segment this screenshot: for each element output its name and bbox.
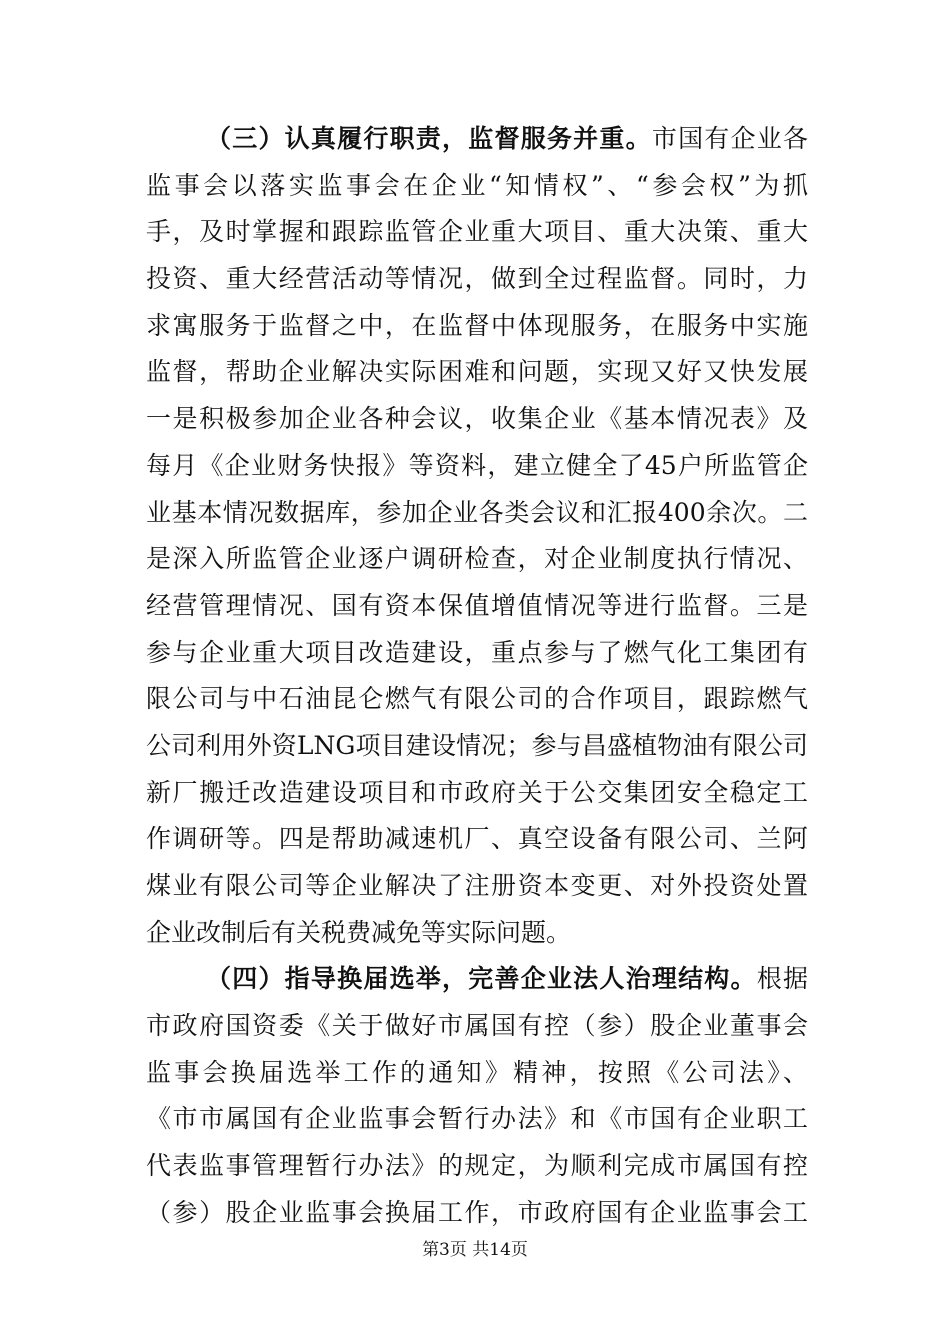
paragraph-1-line: 投资、重大经营活动等情况，做到全过程监督。同时，力 xyxy=(146,264,808,294)
paragraph-1-line-1 xyxy=(146,116,808,163)
paragraph-2-line: （参）股企业监事会换届工作，市政府国有企业监事会工 xyxy=(146,1197,808,1227)
paragraph-2-line: 监事会换届选举工作的通知》精神，按照《公司法》、 xyxy=(146,1057,808,1087)
paragraph-1-text: 市国有企业各 xyxy=(651,124,808,153)
paragraph-2-line: 市政府国资委《关于做好市属国有控（参）股企业董事会 xyxy=(146,1011,808,1041)
paragraph-1-line: 手，及时掌握和跟踪监管企业重大项目、重大决策、重大 xyxy=(146,217,808,247)
document-body xyxy=(146,116,808,1237)
paragraph-1-line: 企业改制后有关税费减免等实际问题。 xyxy=(146,917,572,947)
paragraph-1-line: 监事会以落实监事会在企业“知情权”、“参会权”为抓 xyxy=(146,170,808,200)
paragraph-1-line: 作调研等。四是帮助减速机厂、真空设备有限公司、兰阿 xyxy=(146,824,808,854)
paragraph-1-line: 新厂搬迁改造建设项目和市政府关于公交集团安全稳定工 xyxy=(146,777,808,807)
paragraph-1-line: 是深入所监管企业逐户调研检查，对企业制度执行情况、 xyxy=(146,544,808,574)
paragraph-2-heading: （四）指导换届选举，完善企业法人治理结构。 xyxy=(206,964,757,994)
paragraph-1-line: 参与企业重大项目改造建设，重点参与了燃气化工集团有 xyxy=(146,637,808,667)
paragraph-2-line: 代表监事管理暂行办法》的规定，为顺利完成市属国有控 xyxy=(146,1151,808,1181)
paragraph-1-heading: （三）认真履行职责，监督服务并重。 xyxy=(206,124,652,153)
paragraph-1-line: 监督，帮助企业解决实际困难和问题，实现又好又快发展 xyxy=(146,357,808,387)
paragraph-1-line: 每月《企业财务快报》等资料，建立健全了45户所监管企 xyxy=(146,450,808,480)
paragraph-1-line: 一是积极参加企业各种会议，收集企业《基本情况表》及 xyxy=(146,404,808,434)
paragraph-2-text: 根据 xyxy=(756,964,808,994)
paragraph-1-line: 经营管理情况、国有资本保值增值情况等进行监督。三是 xyxy=(146,590,808,620)
paragraph-1-line: 公司利用外资LNG项目建设情况；参与昌盛植物油有限公司 xyxy=(146,730,808,760)
paragraph-1-line: 煤业有限公司等企业解决了注册资本变更、对外投资处置 xyxy=(146,871,808,900)
paragraph-1-line: 限公司与中石油昆仑燃气有限公司的合作项目，跟踪燃气 xyxy=(146,684,808,714)
page-footer: 第3页 共14页 xyxy=(422,1240,528,1260)
paragraph-2-line: 《市市属国有企业监事会暂行办法》和《市国有企业职工 xyxy=(146,1104,808,1134)
paragraph-1-line: 求寓服务于监督之中，在监督中体现服务，在服务中实施 xyxy=(146,310,808,340)
paragraph-1-line: 业基本情况数据库，参加企业各类会议和汇报400余次。二 xyxy=(146,497,808,527)
paragraph-2-line-1 xyxy=(146,956,808,1003)
